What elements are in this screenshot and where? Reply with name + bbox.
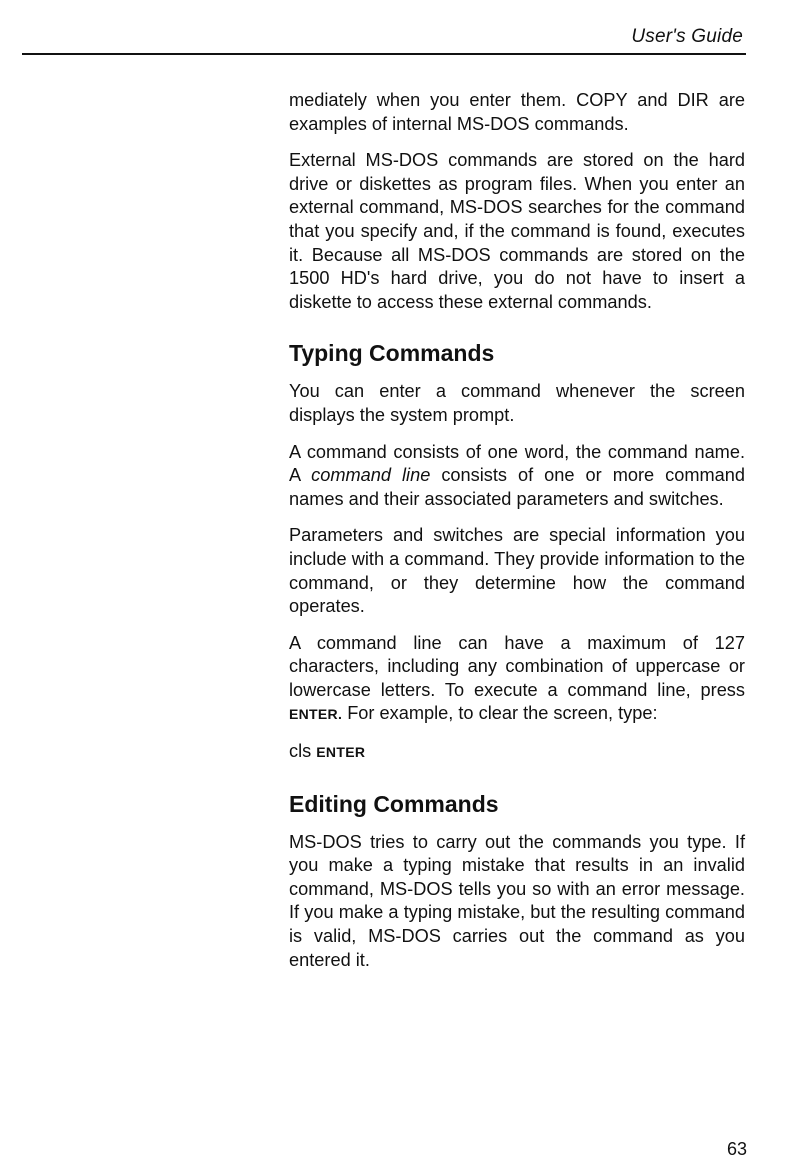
paragraph-editing: MS-DOS tries to carry out the commands you type. If you make a typing mistake that results in an invalid command, MS-DOS tells you so with an error message. If you make a typing mistake, but the resulting command is valid, MS-DOS carries out the command as you entered it. <box>289 831 745 970</box>
page-number: 63 <box>726 1139 747 1159</box>
text-segment: A command line can have a maximum of 127 characters, including any combination of uppercase or lowercase letters. To execute a command line, press <box>289 632 745 700</box>
paragraph-system-prompt: You can enter a command whenever the screen displays the system prompt. <box>289 381 745 425</box>
paragraph-external-commands: External MS-DOS commands are stored on the hard drive or diskettes as program files. When you enter an external command, MS-DOS searches for the command that you specify and, if the command is found, executes it. Because all MS-DOS commands are stored on the 1500 HD's hard drive, you do not have to insert a diskette to access these external commands. <box>289 150 745 312</box>
heading-typing-commands: Typing Commands <box>289 340 495 367</box>
running-header: User's Guide <box>631 26 743 47</box>
paragraph-max-length <box>289 632 745 727</box>
paragraph-command-line <box>289 441 745 512</box>
heading-editing-commands: Editing Commands <box>289 790 499 817</box>
text-segment: For example, to clear the screen, type: <box>342 703 658 724</box>
page-content <box>289 89 745 985</box>
key-enter: ENTER. <box>289 706 343 723</box>
example-command <box>289 740 745 765</box>
text-segment: consists of one or more command names and their associated parameters and switches. <box>289 465 745 509</box>
text-segment: A command consists of one word, the command name. A <box>289 441 745 486</box>
example-command-text: cls <box>289 741 312 762</box>
header-rule <box>22 53 746 55</box>
term-command-line: command line <box>311 465 431 486</box>
key-enter: ENTER <box>316 744 366 761</box>
paragraph-parameters: Parameters and switches are special information you include with a command. They provide information to the command, or they determine how the command operates. <box>289 525 745 617</box>
paragraph-internal-commands: mediately when you enter them. COPY and DIR are examples of internal MS-DOS commands. <box>289 90 745 134</box>
